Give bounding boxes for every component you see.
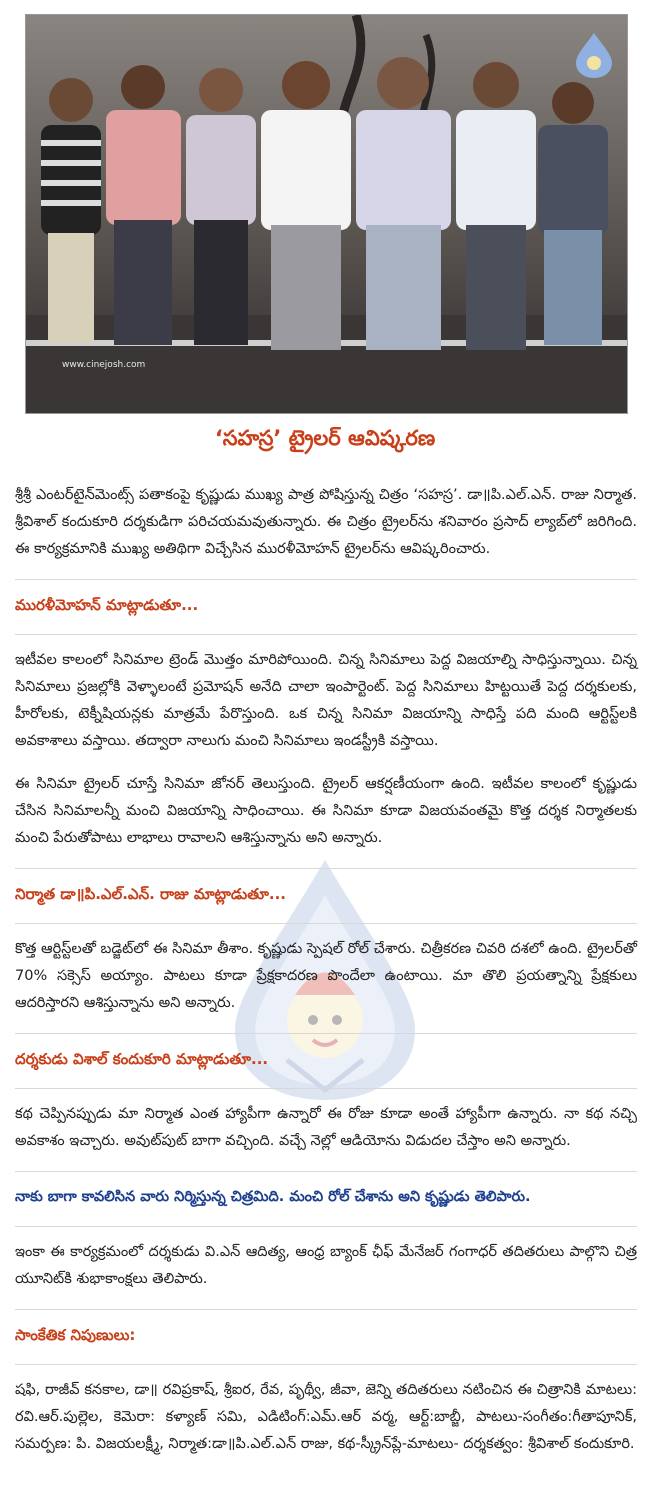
- divider: [15, 923, 637, 924]
- divider: [15, 1033, 637, 1034]
- divider: [15, 1226, 637, 1227]
- intro-paragraph: శ్రీశ్రీ ఎంటర్‌టైన్‌మెంట్స్ పతాకంపై కృష్ణుడు ముఖ్య పాత్ర పోషిస్తున్న చిత్రం ‘సహస్ర’. డా॥పి.ఎల్.ఎన్. రాజు నిర్మాత. శ్రీవిశాల్ కందుకూరి దర్శకుడిగా పరిచయమవుతున్నారు. ఈ చిత్రం ట్రైలర్‌ను శనివారం ప్రసాద్ ల్యాబ్‌లో జరిగింది. ఈ కార్యక్రమానికి ముఖ్య అతిథిగా విచ్చేసిన మురళీమోహన్ ట్రైలర్‌ను ఆవిష్కరించారు.: [15, 487, 637, 557]
- crew-paragraph: షఫి, రాజీవ్ కనకాల, డా॥ రవిప్రకాష్, శ్రీఐర, రేవ, పృథ్వీ, జీవా, జెన్ని తదితరులు నటించిన ఈ చిత్రానికి మాటలు: రవి.ఆర్.పుల్లెల, కెమెరా: కళ్యాణ్ సమి, ఎడిటింగ్:ఎమ్.ఆర్ వర్మ, ఆర్ట్:బాబ్జీ, పాటలు-సంగీతం:గీతాపూనిక్, సమర్పణ: పి. విజయలక్ష్మీ, నిర్మాత:డా॥పి.ఎల్.ఎన్ రాజు, కథ-స్క్రీన్‌ప్లే-మాటలు- దర్శకత్వం: శ్రీవిశాల్ కందుకూరి.: [15, 1382, 637, 1452]
- speaker2-paragraph: కొత్త ఆర్టిస్ట్‌లతో బడ్జెట్‌లో ఈ సినిమా తీశాం. కృష్ణుడు స్పెషల్ రోల్ చేశారు. చిత్రీకరణ చివరి దశలో ఉంది. ట్రైలర్‌తో 70% సక్సెస్ అయ్యాం. పాటలు కూడా ప్రేక్షకాదరణ పొందేలా ఉంటాయి. మా తొలి ప్రయత్నాన్ని ప్రేక్షకులు ఆదరిస్తారని ఆశిస్తున్నాను అని అన్నారు.: [15, 941, 637, 1011]
- divider: [15, 1171, 637, 1172]
- divider: [15, 1364, 637, 1365]
- crew-heading: సాంకేతిక నిపుణులు:: [15, 1326, 136, 1344]
- krishnudu-quote: నాకు బాగా కావలిసిన వారు నిర్మిస్తున్న చిత్రమిది. మంచి రోల్ చేశాను అని కృష్ణుడు తెలిపారు.: [15, 1189, 531, 1205]
- divider: [15, 579, 637, 580]
- article-headline: ‘సహస్ర’ ట్రైలర్ ఆవిష్కరణ: [214, 426, 436, 450]
- speaker1-paragraph-2: ఈ సినిమా ట్రైలర్ చూస్తే సినిమా జోనర్ తెలుస్తుంది. ట్రైలర్ ఆకర్షణీయంగా ఉంది. ఇటీవల కాలంలో కృష్ణుడు చేసిన సినిమాలన్నీ మంచి విజయాన్ని సాధించాయి. ఈ సినిమా కూడా విజయవంతమై కొత్త దర్శక నిర్మాతలకు మంచి పేరుతోపాటు లాభాలు రావాలని ఆశిస్తున్నాను అని అన్నారు.: [15, 776, 637, 846]
- guests-paragraph: ఇంకా ఈ కార్యక్రమంలో దర్శకుడు వి.ఎన్ ఆదిత్య, ఆంధ్ర బ్యాంక్ ఛీఫ్ మేనేజర్ గంగాధర్ తదితరులు పాల్గొని చిత్ర యూనిట్‌కి శుభాకాంక్షలు తెలిపారు.: [15, 1244, 637, 1287]
- speaker2-heading: నిర్మాత డా॥పి.ఎల్.ఎన్. రాజు మాట్లాడుతూ...: [15, 885, 287, 903]
- divider: [15, 1088, 637, 1089]
- speaker3-paragraph: కథ చెప్పినప్పుడు మా నిర్మాత ఎంత హ్యాపీగా ఉన్నారో ఈ రోజు కూడా అంతే హ్యాపీగా ఉన్నారు. నా కథ నచ్చి అవకాశం ఇచ్చారు. అవుట్‌పుట్ బాగా వచ్చింది. వచ్చే నెల్లో ఆడియోను విడుదల చేస్తాం అని అన్నారు.: [15, 1106, 637, 1149]
- article-body: [15, 482, 637, 1474]
- photo-credit: www.cinejosh.com: [62, 360, 146, 370]
- event-photo-illustration: [26, 15, 627, 413]
- speaker1-heading: మురళీమోహన్ మాట్లాడుతూ...: [15, 596, 199, 614]
- speaker3-heading: దర్శకుడు విశాల్ కందుకూరి మాట్లాడుతూ...: [15, 1050, 269, 1068]
- divider: [15, 1309, 637, 1310]
- speaker1-paragraph-1: ఇటీవల కాలంలో సినిమాల ట్రెండ్ మొత్తం మారిపోయింది. చిన్న సినిమాలు పెద్ద విజయాల్ని సాధిస్తున్నాయి. చిన్న సినిమాలు ప్రజల్లోకి వెళ్ళాలంటే ప్రమోషన్ అనేది చాలా ఇంపార్టెంట్. పెద్ద సినిమాలు హిట్టయితే పెద్ద దర్శకులకు, హీరోలకు, టెక్నీషియన్లకు మాత్రమే పేరొస్తుంది. ఒక చిన్న సినిమా విజయాన్ని సాధిస్తే పది మంది ఆర్టిస్ట్‌లకి అవకాశాలు వస్తాయి. తద్వారా నాలుగు మంచి సినిమాలు ఇండస్ట్రీకి వస్తాయి.: [15, 652, 637, 749]
- event-photo: [25, 14, 628, 414]
- divider: [15, 634, 637, 635]
- divider: [15, 868, 637, 869]
